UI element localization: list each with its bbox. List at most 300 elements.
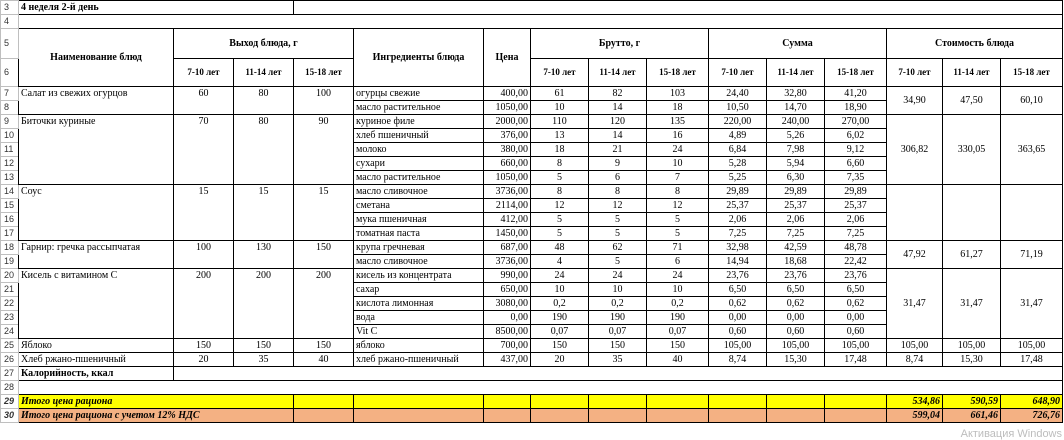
row-number: 30	[1, 409, 19, 423]
dish-name[interactable]: Соус	[19, 185, 174, 241]
header-age[interactable]: 15-18 лет	[1001, 59, 1063, 87]
gross-value[interactable]: 16	[647, 129, 709, 143]
sum-value[interactable]: 7,25	[767, 227, 825, 241]
output-value[interactable]: 70	[174, 115, 234, 185]
dish-cost-value[interactable]: 8,74	[887, 353, 943, 367]
cell[interactable]	[825, 409, 887, 423]
sum-value[interactable]: 2,06	[767, 213, 825, 227]
table-row	[1, 115, 1063, 129]
sum-value[interactable]: 0,00	[825, 311, 887, 325]
gross-value[interactable]: 6	[589, 171, 647, 185]
gross-value[interactable]: 5	[589, 213, 647, 227]
header-cost[interactable]: Стоимость блюда	[887, 29, 1063, 59]
output-value[interactable]: 200	[234, 269, 294, 339]
cell[interactable]	[294, 1, 1063, 15]
gross-value[interactable]: 14	[589, 101, 647, 115]
row-number: 26	[1, 353, 19, 367]
dish-cost-value[interactable]: 47,92	[887, 241, 943, 269]
row-number: 10	[1, 129, 19, 143]
ingredient-name[interactable]: томатная паста	[354, 227, 484, 241]
dish-cost-value[interactable]	[943, 185, 1001, 241]
sum-value[interactable]: 7,98	[767, 143, 825, 157]
cell[interactable]	[767, 409, 825, 423]
gross-value[interactable]: 40	[647, 353, 709, 367]
gross-value[interactable]: 6	[647, 255, 709, 269]
table-row	[1, 87, 1063, 101]
header-age[interactable]: 11-14 лет	[943, 59, 1001, 87]
cell[interactable]	[767, 395, 825, 409]
ingredient-name[interactable]: крупа гречневая	[354, 241, 484, 255]
dish-name[interactable]: Биточки куриные	[19, 115, 174, 185]
cell[interactable]	[709, 409, 767, 423]
cell[interactable]	[484, 409, 531, 423]
gross-value[interactable]: 35	[589, 353, 647, 367]
ingredient-name[interactable]: сухари	[354, 157, 484, 171]
gross-value[interactable]: 150	[647, 339, 709, 353]
row-number: 15	[1, 199, 19, 213]
sheet-row	[1, 1, 1063, 15]
row-number: 11	[1, 143, 19, 157]
dish-name[interactable]: Кисель с витамином С	[19, 269, 174, 339]
ingredient-name[interactable]: кисель из концентрата	[354, 269, 484, 283]
sum-value[interactable]: 14,94	[709, 255, 767, 269]
price-value[interactable]: 700,00	[484, 339, 531, 353]
price-value[interactable]: 2114,00	[484, 199, 531, 213]
vat-total-row-label[interactable]: Итого цена рациона с учетом 12% НДС	[19, 409, 294, 423]
output-value[interactable]: 80	[234, 115, 294, 185]
cell[interactable]	[647, 409, 709, 423]
dish-cost-value[interactable]: 105,00	[943, 339, 1001, 353]
sum-value[interactable]: 2,06	[825, 213, 887, 227]
sum-value[interactable]: 105,00	[767, 339, 825, 353]
gross-value[interactable]: 13	[531, 129, 589, 143]
output-value[interactable]: 150	[174, 339, 234, 353]
output-value[interactable]: 35	[234, 353, 294, 367]
row-number: 25	[1, 339, 19, 353]
gross-value[interactable]: 20	[531, 353, 589, 367]
gross-value[interactable]: 4	[531, 255, 589, 269]
cell[interactable]	[589, 409, 647, 423]
row-number: 23	[1, 311, 19, 325]
gross-value[interactable]: 8	[531, 185, 589, 199]
gross-value[interactable]: 82	[589, 87, 647, 101]
dish-cost-value[interactable]: 17,48	[1001, 353, 1063, 367]
sum-value[interactable]: 17,48	[825, 353, 887, 367]
row-number: 7	[1, 87, 19, 101]
header-age[interactable]: 7-10 лет	[887, 59, 943, 87]
sum-value[interactable]: 0,00	[709, 311, 767, 325]
output-value[interactable]: 20	[174, 353, 234, 367]
sum-value[interactable]: 4,89	[709, 129, 767, 143]
row-number: 19	[1, 255, 19, 269]
output-value[interactable]: 15	[234, 185, 294, 241]
sum-value[interactable]: 7,25	[825, 227, 887, 241]
price-value[interactable]: 687,00	[484, 241, 531, 255]
dish-cost-value[interactable]: 15,30	[943, 353, 1001, 367]
output-value[interactable]: 200	[174, 269, 234, 339]
ingredient-name[interactable]: молоко	[354, 143, 484, 157]
calories-label[interactable]: Калорийность, ккал	[19, 367, 174, 381]
ingredient-name[interactable]: вода	[354, 311, 484, 325]
output-value[interactable]: 60	[174, 87, 234, 115]
ingredient-name[interactable]: кислота лимонная	[354, 297, 484, 311]
header-age[interactable]: 15-18 лет	[647, 59, 709, 87]
output-value[interactable]: 150	[294, 241, 354, 269]
output-value[interactable]: 90	[294, 115, 354, 185]
table-row	[1, 339, 1063, 353]
sum-value[interactable]: 24,40	[709, 87, 767, 101]
sum-value[interactable]: 48,78	[825, 241, 887, 255]
cell[interactable]	[354, 395, 484, 409]
sum-value[interactable]: 6,30	[767, 171, 825, 185]
table-row	[1, 185, 1063, 199]
header-age[interactable]: 15-18 лет	[294, 59, 354, 87]
dish-cost-value[interactable]: 330,05	[943, 115, 1001, 185]
price-value[interactable]: 660,00	[484, 157, 531, 171]
ingredient-name[interactable]: огурцы свежие	[354, 87, 484, 101]
sum-value[interactable]: 25,37	[767, 199, 825, 213]
sum-value[interactable]: 23,76	[709, 269, 767, 283]
gross-value[interactable]: 5	[531, 213, 589, 227]
ingredient-name[interactable]: масло сливочное	[354, 255, 484, 269]
output-value[interactable]: 15	[294, 185, 354, 241]
price-value[interactable]: 376,00	[484, 129, 531, 143]
output-value[interactable]: 80	[234, 87, 294, 115]
sum-value[interactable]: 7,25	[709, 227, 767, 241]
dish-name[interactable]: Яблоко	[19, 339, 174, 353]
gross-value[interactable]: 103	[647, 87, 709, 101]
sum-value[interactable]: 240,00	[767, 115, 825, 129]
price-value[interactable]: 8500,00	[484, 325, 531, 339]
sum-value[interactable]: 10,50	[709, 101, 767, 115]
sum-value[interactable]: 25,37	[709, 199, 767, 213]
row-number: 16	[1, 213, 19, 227]
dish-cost-value[interactable]: 47,50	[943, 87, 1001, 115]
row-number: 3	[1, 1, 19, 15]
sum-value[interactable]: 7,35	[825, 171, 887, 185]
gross-value[interactable]: 14	[589, 129, 647, 143]
gross-value[interactable]: 5	[589, 227, 647, 241]
sum-value[interactable]: 105,00	[709, 339, 767, 353]
gross-value[interactable]: 120	[589, 115, 647, 129]
ingredient-name[interactable]: куриное филе	[354, 115, 484, 129]
sum-value[interactable]: 270,00	[825, 115, 887, 129]
total-row-value[interactable]: 648,90	[1001, 395, 1063, 409]
gross-value[interactable]: 190	[531, 311, 589, 325]
gross-value[interactable]: 12	[647, 199, 709, 213]
ingredient-name[interactable]: Vit C	[354, 325, 484, 339]
header-age[interactable]: 15-18 лет	[825, 59, 887, 87]
row-number: 20	[1, 269, 19, 283]
price-value[interactable]: 1450,00	[484, 227, 531, 241]
dish-cost-value[interactable]: 31,47	[943, 269, 1001, 339]
output-value[interactable]: 200	[294, 269, 354, 339]
row-number: 18	[1, 241, 19, 255]
dish-cost-value[interactable]: 34,90	[887, 87, 943, 115]
price-value[interactable]: 400,00	[484, 87, 531, 101]
sum-value[interactable]: 6,50	[767, 283, 825, 297]
row-number: 17	[1, 227, 19, 241]
cell[interactable]	[294, 409, 354, 423]
gross-value[interactable]: 21	[589, 143, 647, 157]
table-row	[1, 353, 1063, 367]
sum-value[interactable]: 6,02	[825, 129, 887, 143]
dish-cost-value[interactable]	[1001, 185, 1063, 241]
gross-value[interactable]: 12	[531, 199, 589, 213]
gross-value[interactable]: 5	[647, 213, 709, 227]
cell[interactable]	[294, 395, 354, 409]
gross-value[interactable]: 0,07	[531, 325, 589, 339]
dish-cost-value[interactable]: 71,19	[1001, 241, 1063, 269]
sum-value[interactable]: 23,76	[825, 269, 887, 283]
sum-value[interactable]: 18,90	[825, 101, 887, 115]
gross-value[interactable]: 8	[531, 157, 589, 171]
price-value[interactable]: 380,00	[484, 143, 531, 157]
cell[interactable]	[19, 15, 1063, 29]
sum-value[interactable]: 0,60	[767, 325, 825, 339]
vat-total-row	[1, 409, 1063, 423]
price-value[interactable]: 3080,00	[484, 297, 531, 311]
ingredient-name[interactable]: сахар	[354, 283, 484, 297]
dish-name[interactable]: Салат из свежих огурцов	[19, 87, 174, 115]
gross-value[interactable]: 24	[589, 269, 647, 283]
price-value[interactable]: 3736,00	[484, 185, 531, 199]
dish-name[interactable]: Хлеб ржано-пшеничный	[19, 353, 174, 367]
sum-value[interactable]: 0,00	[767, 311, 825, 325]
gross-value[interactable]: 5	[531, 227, 589, 241]
sum-value[interactable]: 18,68	[767, 255, 825, 269]
row-number: 13	[1, 171, 19, 185]
output-value[interactable]: 150	[234, 339, 294, 353]
gross-value[interactable]: 8	[589, 185, 647, 199]
table-row	[1, 241, 1063, 255]
gross-value[interactable]: 62	[589, 241, 647, 255]
row-number: 28	[1, 381, 19, 395]
output-value[interactable]: 100	[174, 241, 234, 269]
vat-total-row-value[interactable]: 599,04	[887, 409, 943, 423]
header-age[interactable]: 11-14 лет	[767, 59, 825, 87]
header-dish[interactable]: Наименование блюд	[19, 29, 174, 87]
vat-total-row-value[interactable]: 726,76	[1001, 409, 1063, 423]
gross-value[interactable]: 48	[531, 241, 589, 255]
cell[interactable]	[531, 395, 589, 409]
sum-value[interactable]: 32,80	[767, 87, 825, 101]
price-value[interactable]: 412,00	[484, 213, 531, 227]
total-row-value[interactable]: 534,86	[887, 395, 943, 409]
gross-value[interactable]: 0,2	[589, 297, 647, 311]
price-value[interactable]: 650,00	[484, 283, 531, 297]
gross-value[interactable]: 5	[647, 227, 709, 241]
table-row	[1, 269, 1063, 283]
gross-value[interactable]: 24	[531, 269, 589, 283]
header-ingredients[interactable]: Ингредиенты блюда	[354, 29, 484, 87]
output-value[interactable]: 130	[234, 241, 294, 269]
sheet-title[interactable]: 4 неделя 2-й день	[19, 1, 294, 15]
sum-value[interactable]: 23,76	[767, 269, 825, 283]
dish-cost-value[interactable]: 105,00	[887, 339, 943, 353]
row-number: 22	[1, 297, 19, 311]
sum-value[interactable]: 0,60	[825, 325, 887, 339]
sum-value[interactable]: 25,37	[825, 199, 887, 213]
dish-cost-value[interactable]: 61,27	[943, 241, 1001, 269]
row-number: 24	[1, 325, 19, 339]
sum-value[interactable]: 41,20	[825, 87, 887, 101]
dish-cost-value[interactable]: 363,65	[1001, 115, 1063, 185]
sum-value[interactable]: 42,59	[767, 241, 825, 255]
gross-value[interactable]: 0,2	[531, 297, 589, 311]
dish-cost-value[interactable]: 105,00	[1001, 339, 1063, 353]
total-row-label[interactable]: Итого цена рациона	[19, 395, 294, 409]
sheet-row	[1, 381, 1063, 395]
sum-value[interactable]: 220,00	[709, 115, 767, 129]
gross-value[interactable]: 10	[589, 283, 647, 297]
gross-value[interactable]: 135	[647, 115, 709, 129]
gross-value[interactable]: 9	[589, 157, 647, 171]
ingredient-name[interactable]: яблоко	[354, 339, 484, 353]
header-row	[1, 29, 1063, 59]
sum-value[interactable]: 29,89	[825, 185, 887, 199]
gross-value[interactable]: 18	[647, 101, 709, 115]
header-age[interactable]: 7-10 лет	[709, 59, 767, 87]
dish-cost-value[interactable]: 60,10	[1001, 87, 1063, 115]
cell[interactable]	[709, 395, 767, 409]
row-number: 5	[1, 29, 19, 59]
price-value[interactable]: 1050,00	[484, 101, 531, 115]
sum-value[interactable]: 15,30	[767, 353, 825, 367]
output-value[interactable]: 40	[294, 353, 354, 367]
total-row-value[interactable]: 590,59	[943, 395, 1001, 409]
gross-value[interactable]: 0,07	[589, 325, 647, 339]
gross-value[interactable]: 12	[589, 199, 647, 213]
header-age[interactable]: 7-10 лет	[531, 59, 589, 87]
header-output[interactable]: Выход блюда, г	[174, 29, 354, 59]
row-number: 21	[1, 283, 19, 297]
dish-name[interactable]: Гарнир: гречка рассыпчатая	[19, 241, 174, 269]
header-sum[interactable]: Сумма	[709, 29, 887, 59]
header-age[interactable]: 11-14 лет	[234, 59, 294, 87]
price-value[interactable]: 0,00	[484, 311, 531, 325]
gross-value[interactable]: 8	[647, 185, 709, 199]
header-age[interactable]: 7-10 лет	[174, 59, 234, 87]
total-row	[1, 395, 1063, 409]
windows-activation-watermark: Активация Windows	[960, 428, 1062, 440]
gross-value[interactable]: 18	[531, 143, 589, 157]
sum-value[interactable]: 0,62	[709, 297, 767, 311]
sum-value[interactable]: 32,98	[709, 241, 767, 255]
gross-value[interactable]: 61	[531, 87, 589, 101]
gross-value[interactable]: 0,2	[647, 297, 709, 311]
price-value[interactable]: 437,00	[484, 353, 531, 367]
dish-cost-value[interactable]: 306,82	[887, 115, 943, 185]
ingredient-name[interactable]: мука пшеничная	[354, 213, 484, 227]
ingredient-name[interactable]: масло сливочное	[354, 185, 484, 199]
cell[interactable]	[531, 409, 589, 423]
sum-value[interactable]: 0,62	[767, 297, 825, 311]
ingredient-name[interactable]: масло растительное	[354, 171, 484, 185]
sum-value[interactable]: 6,50	[825, 283, 887, 297]
gross-value[interactable]: 110	[531, 115, 589, 129]
row-number: 12	[1, 157, 19, 171]
sum-value[interactable]: 29,89	[767, 185, 825, 199]
price-value[interactable]: 990,00	[484, 269, 531, 283]
gross-value[interactable]: 190	[589, 311, 647, 325]
gross-value[interactable]: 150	[589, 339, 647, 353]
ingredient-name[interactable]: хлеб ржано-пшеничный	[354, 353, 484, 367]
sum-value[interactable]: 105,00	[825, 339, 887, 353]
gross-value[interactable]: 7	[647, 171, 709, 185]
cell[interactable]	[589, 395, 647, 409]
sheet-row	[1, 15, 1063, 29]
ingredient-name[interactable]: масло растительное	[354, 101, 484, 115]
output-value[interactable]: 100	[294, 87, 354, 115]
calories-row	[1, 367, 1063, 381]
header-gross[interactable]: Брутто, г	[531, 29, 709, 59]
cell[interactable]	[19, 381, 1063, 395]
sum-value[interactable]: 6,50	[709, 283, 767, 297]
dish-cost-value[interactable]: 31,47	[887, 269, 943, 339]
cell[interactable]	[647, 395, 709, 409]
header-price[interactable]: Цена	[484, 29, 531, 87]
sum-value[interactable]: 9,12	[825, 143, 887, 157]
gross-value[interactable]: 10	[531, 101, 589, 115]
cell[interactable]	[825, 395, 887, 409]
gross-value[interactable]: 5	[589, 255, 647, 269]
gross-value[interactable]: 71	[647, 241, 709, 255]
sum-value[interactable]: 5,26	[767, 129, 825, 143]
sum-value[interactable]: 5,25	[709, 171, 767, 185]
gross-value[interactable]: 190	[647, 311, 709, 325]
output-value[interactable]: 15	[174, 185, 234, 241]
sum-value[interactable]: 22,42	[825, 255, 887, 269]
sum-value[interactable]: 6,60	[825, 157, 887, 171]
gross-value[interactable]: 10	[647, 157, 709, 171]
row-number: 14	[1, 185, 19, 199]
sum-value[interactable]: 0,62	[825, 297, 887, 311]
gross-value[interactable]: 150	[531, 339, 589, 353]
ingredient-name[interactable]: сметана	[354, 199, 484, 213]
dish-cost-value[interactable]: 31,47	[1001, 269, 1063, 339]
gross-value[interactable]: 10	[531, 283, 589, 297]
cell[interactable]	[354, 409, 484, 423]
ingredient-name[interactable]: хлеб пшеничный	[354, 129, 484, 143]
gross-value[interactable]: 24	[647, 269, 709, 283]
gross-value[interactable]: 5	[531, 171, 589, 185]
sum-value[interactable]: 0,60	[709, 325, 767, 339]
cell[interactable]	[174, 367, 1063, 381]
gross-value[interactable]: 10	[647, 283, 709, 297]
gross-value[interactable]: 0,07	[647, 325, 709, 339]
sum-value[interactable]: 5,28	[709, 157, 767, 171]
sum-value[interactable]: 29,89	[709, 185, 767, 199]
price-value[interactable]: 3736,00	[484, 255, 531, 269]
dish-cost-value[interactable]	[887, 185, 943, 241]
sum-value[interactable]: 14,70	[767, 101, 825, 115]
sum-value[interactable]: 5,94	[767, 157, 825, 171]
cell[interactable]	[484, 395, 531, 409]
vat-total-row-value[interactable]: 661,46	[943, 409, 1001, 423]
row-number: 6	[1, 59, 19, 87]
output-value[interactable]: 150	[294, 339, 354, 353]
header-age[interactable]: 11-14 лет	[589, 59, 647, 87]
sum-value[interactable]: 6,84	[709, 143, 767, 157]
gross-value[interactable]: 24	[647, 143, 709, 157]
row-number: 29	[1, 395, 19, 409]
price-value[interactable]: 2000,00	[484, 115, 531, 129]
row-number: 27	[1, 367, 19, 381]
sum-value[interactable]: 8,74	[709, 353, 767, 367]
price-value[interactable]: 1050,00	[484, 171, 531, 185]
sum-value[interactable]: 2,06	[709, 213, 767, 227]
